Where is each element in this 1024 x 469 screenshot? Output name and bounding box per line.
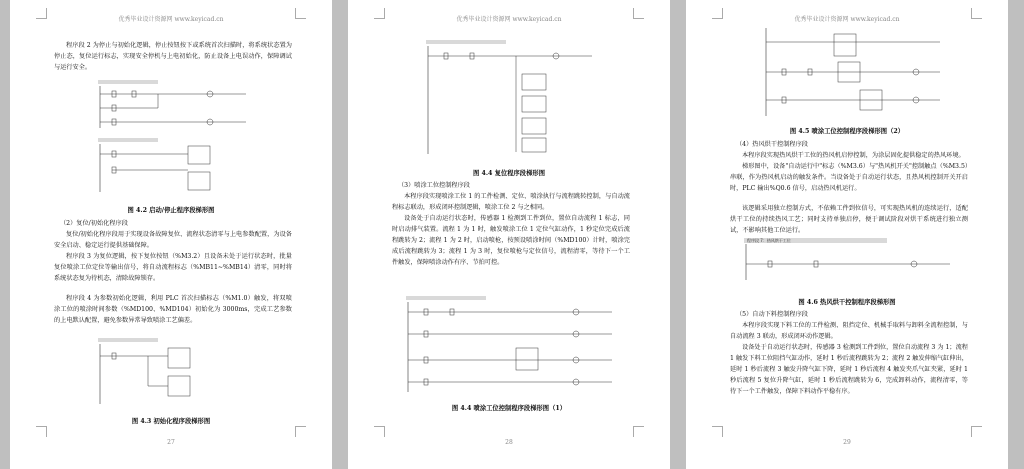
ladder-diagram — [98, 338, 248, 408]
corner-mark — [374, 426, 385, 437]
ladder-diagram — [764, 28, 944, 120]
figure-caption: 图 4.6 热风烘干控制程序段梯形图 — [798, 299, 896, 306]
paragraph: 该逻辑采用独立控制方式，不依赖工件到位信号，可实现热风机的连续运行，适配烘干工位的持续热风工艺；同时支持单独启停，便于调试阶段对烘干系统进行独立测试，不影响其他工位运行。 — [730, 205, 968, 234]
paragraph: 设备处于自动运行状态时，传感器 1 检测到工件到位，置位自动流程 1 标志，同时启动排气装置。流程 1 为 1 时，触发喷涂工位 1 定位气缸动作，1 秒定位完成后流程跳转为 2；流程 1 为 2 时，启动喷枪，按预设喷涂时间（%MD100）计时，喷涂完成后流程跳转为 3；流程 1 为 3 时，复位喷枪与定位信号，流程清零，等待下一个工件触发，保障喷涂动作有序、节拍可控。 — [392, 215, 630, 266]
program-segment-label: 程序段 7：热风烘干工位 — [744, 238, 887, 243]
ladder-diagram — [426, 40, 596, 158]
paragraph: 设备处于自动运行状态时，传感器 3 检测到工件到位，置位自动流程 3 为 1；流程 1 触发下料工位阻挡气缸动作，延时 1 秒后流程跳转为 2；流程 2 触发伸缩气缸伸出，延时 1 秒后流程 3 触发升降气缸下降，延时 1 秒后流程 4 触发夹爪气缸夹紧，延时 1 秒后流程 5 复位升降气缸，延时 1 秒后流程跳转为 6，完成卸料动作，流程清零，等待下一个工件触发，保障下料动作平稳有序。 — [730, 344, 968, 395]
paragraph: 本程序段实现下料工位的工件检测、阻挡定位、机械手取料与卸料全流程控制，与自动流程 3 联动，形成闭环动作逻辑。 — [730, 322, 968, 340]
paragraph: 程序段 3 为复位逻辑，按下复位按钮（%M3.2）且设备未处于运行状态时，批量复位喷涂工位定位等输出信号，将自动流程标志（%MB11~%MB14）清零，同时将系统状态复为待机态，清除故障锁存。 — [54, 253, 292, 282]
corner-mark — [295, 8, 306, 19]
document-page-27 — [10, 0, 332, 469]
paragraph: 本程序段实现喷涂工位 1 的工件检测、定位、喷涂执行与流程跳转控制，与自动流程标志联动，形成闭环控制逻辑，喷涂工位 2 与之相同。 — [392, 193, 630, 211]
paragraph: 程序段 2 为停止与初始化逻辑，停止按钮按下或系统首次扫描时，将系统状态置为停止态，复位运行标志，实现安全停机与上电初始化，防止设备上电误动作，保障调试与运行安全。 — [54, 42, 292, 71]
page-number: 27 — [167, 439, 175, 446]
document-page-29 — [686, 0, 1008, 469]
figure-caption: 图 4.4 复位程序段梯形图 — [472, 170, 545, 177]
figure-caption: 图 4.2 启动/停止程序段梯形图 — [127, 207, 215, 214]
corner-mark — [633, 426, 644, 437]
corner-mark — [374, 8, 385, 19]
ladder-diagram — [406, 296, 616, 396]
corner-mark — [633, 8, 644, 19]
section-heading: （2）复位/初始化程序段 — [60, 220, 128, 227]
corner-mark — [712, 426, 723, 437]
page-number: 29 — [843, 439, 851, 446]
paragraph: 本程序段实现热风烘干工位的热风机启停控制，为涂层固化提供稳定的热风环境。 — [742, 152, 965, 159]
page-header: 优秀毕业设计资源网 www.keyicad.cn — [794, 16, 900, 23]
paragraph: 程序段 4 为参数初始化逻辑，利用 PLC 首次扫描标志（%M1.0）触发，将双喷涂工位的喷涂时间参数（%MD100、%MD104）初始化为 3000ms，完成工艺参数的上电默认配置，避免参数异常导致喷涂工艺偏差。 — [54, 295, 292, 324]
corner-mark — [36, 426, 47, 437]
figure-caption: 图 4.3 初始化程序段梯形图 — [131, 418, 211, 425]
corner-mark — [712, 8, 723, 19]
corner-mark — [295, 426, 306, 437]
ladder-diagram — [98, 80, 248, 200]
figure-caption: 图 4.4 喷涂工位控制程序段梯形图（1） — [451, 405, 567, 412]
section-heading: （4）热风烘干控制程序段 — [736, 141, 808, 148]
paragraph: 复位/初始化程序段用于实现设备故障复位、流程状态清零与上电参数配置，为设备安全启动、稳定运行提供基础保障。 — [54, 231, 292, 249]
section-heading: （3）喷涂工位控制程序段 — [398, 182, 470, 189]
ladder-diagram — [744, 244, 954, 284]
corner-mark — [971, 8, 982, 19]
document-page-28 — [348, 0, 670, 469]
corner-mark — [971, 426, 982, 437]
page-header: 优秀毕业设计资源网 www.keyicad.cn — [118, 16, 224, 23]
page-number: 28 — [505, 439, 513, 446]
figure-caption: 图 4.5 喷涂工位控制程序段梯形图（2） — [789, 128, 905, 135]
page-header: 优秀毕业设计资源网 www.keyicad.cn — [456, 16, 562, 23]
paragraph: 梯形图中，设备"自动运行中"标志（%M3.6）与"热风机开关"控制触点（%M3.5）串联，作为热风机启动的触发条件。当设备处于自动运行状态，且热风机控制开关开启时，PLC 输出%Q0.6 信号，启动热风机运行。 — [730, 163, 968, 192]
corner-mark — [36, 8, 47, 19]
section-heading: （5）自动下料控制程序段 — [736, 311, 808, 318]
